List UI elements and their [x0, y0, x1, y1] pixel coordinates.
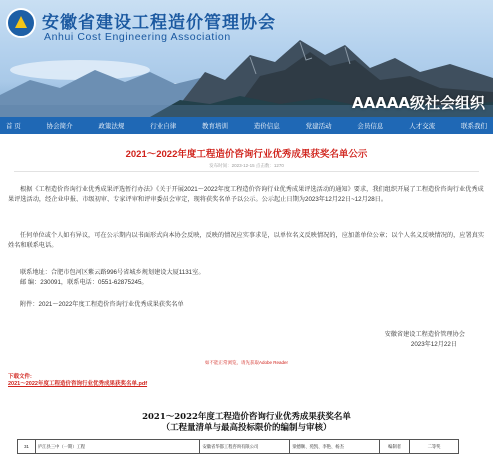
nav-policy[interactable]: 政策法规 — [98, 123, 125, 130]
divider — [14, 171, 479, 172]
document-title: 2021～2022年度工程造价咨询行业优秀成果获奖名单 — [142, 412, 351, 422]
cell-role: 编制者 — [380, 440, 410, 454]
cell-award: 二等奖 — [410, 440, 459, 454]
grade-badge: AAAAA级社会组织 — [352, 94, 486, 112]
download-heading: 下载文件: — [8, 374, 32, 380]
download-link[interactable]: 2021～2022年度工程造价咨询行业优秀成果获奖名单.pdf — [8, 381, 148, 387]
nav-self-discipline[interactable]: 行业自律 — [150, 123, 177, 130]
main-nav — [0, 117, 493, 134]
cell-project: 庐江县三中（一期）工程 — [35, 440, 200, 454]
site-title: 安徽省建设工程造价管理协会 — [42, 13, 276, 33]
nav-contact[interactable]: 联系我们 — [460, 123, 487, 130]
nav-cost-info[interactable]: 造价信息 — [253, 123, 280, 130]
article-meta: 发布时间：2023-12-15 点击数：1270 — [209, 163, 284, 168]
article-title: 2021～2022年度工程造价咨询行业优秀成果获奖名单公示 — [125, 149, 368, 160]
association-logo[interactable] — [6, 8, 36, 38]
contact-address: 联系地址：合肥市包河区紫云路996号省城乡规划建设大厦1131室。 — [20, 269, 205, 276]
contact-postcode: 邮 编：230091，联系电话：0551-62875245。 — [20, 279, 148, 286]
paragraph-intro: 根据《工程造价咨询行业优秀成果评选暂行办法》《关于开展2021～2022年度工程造价咨询行业优秀成果评选活动的通知》要求，我们组织开展了工程造价咨询行业优秀成果评选活动，经企业申报、市级初审、专家评审和评审委员会审定，现将获奖名单予以公示。公示起止日期为2023年12月22日~12月28日。 — [8, 186, 484, 203]
document-subtitle: （工程量清单与最高投标限价的编制与审核） — [161, 423, 332, 433]
signature-org: 安徽省建设工程造价管理协会 — [384, 331, 465, 338]
table-row — [18, 440, 459, 454]
attachment-note: 附件：2021～2022年度工程造价咨询行业优秀成果获奖名单 — [20, 301, 184, 308]
nav-talent[interactable]: 人才交流 — [409, 123, 436, 130]
site-subtitle: Anhui Cost Engineering Association — [44, 31, 231, 43]
cell-company: 安徽省华都工程咨询有限公司 — [200, 440, 290, 454]
signature-date: 2023年12月22日 — [410, 341, 457, 348]
nav-home[interactable]: 首 页 — [6, 123, 21, 130]
cell-people: 梁德顺、苑凯、李艳、杨杰 — [290, 440, 380, 454]
nav-training[interactable]: 教育培训 — [202, 123, 228, 130]
paragraph-objection: 任何单位或个人如有异议，可在公示期内以书面形式向本协会反映，反映的情况应实事求是，以单位名义反映情况的，应加盖单位公章；以个人名义反映情况的，应署真实姓名和联系电话。 — [8, 232, 485, 249]
award-table — [17, 439, 459, 454]
cell-no: 31 — [18, 440, 36, 454]
nav-members[interactable]: 会员信息 — [357, 123, 384, 130]
nav-party[interactable]: 党建活动 — [305, 123, 332, 130]
nav-about[interactable]: 协会简介 — [46, 123, 73, 130]
reader-hint[interactable]: 如不能正常浏览，请先获取Adobe Reader — [204, 360, 289, 365]
header-banner — [0, 0, 493, 117]
